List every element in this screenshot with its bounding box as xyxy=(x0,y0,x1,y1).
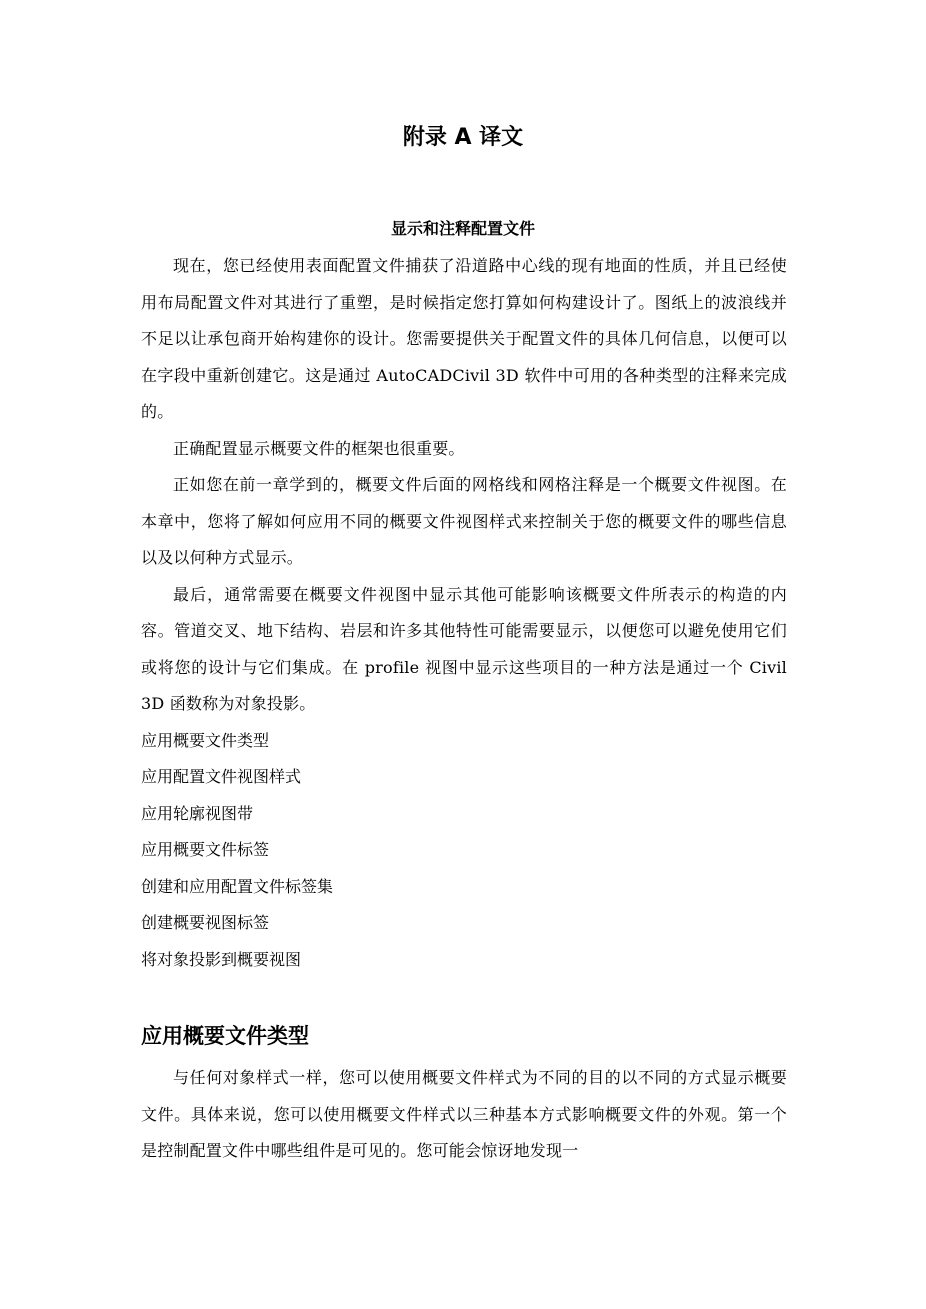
list-item: 应用配置文件视图样式 xyxy=(141,767,302,786)
list-item: 创建和应用配置文件标签集 xyxy=(141,876,334,896)
subsection-text xyxy=(141,1060,787,1170)
list-item: 将对象投影到概要视图 xyxy=(141,949,302,969)
body-text xyxy=(141,248,787,978)
paragraph: 与任何对象样式一样，您可以使用概要文件样式为不同的目的以不同的方式显示概要文件。具体来说，您可以使用概要文件样式以三种基本方式影响概要文件的外观。第一个是控制配置文件中哪些组件是可见的。您可能会惊讶地发现一 xyxy=(141,1068,787,1160)
list-item: 创建概要视图标签 xyxy=(141,913,270,932)
page-title: 附录 A 译文 xyxy=(402,125,524,150)
paragraph: 最后，通常需要在概要文件视图中显示其他可能影响该概要文件所表示的构造的内容。管道交叉、地下结构、岩层和许多其他特性可能需要显示，以便您可以避免使用它们或将您的设计与它们集成。在 profile 视图中显示这些项目的一种方法是通过一个 Civil 3D 函数称为对象投影。 xyxy=(141,584,787,713)
list-item: 应用概要文件类型 xyxy=(141,730,270,750)
paragraph: 现在，您已经使用表面配置文件捕获了沿道路中心线的现有地面的性质，并且已经使用布局配置文件对其进行了重塑，是时候指定您打算如何构建设计了。图纸上的波浪线并不足以让承包商开始构建你的设计。您需要提供关于配置文件的具体几何信息，以便可以在字段中重新创建它。这是通过 AutoCADCivil 3D 软件中可用的各种类型的注释来完成的。 xyxy=(141,256,787,421)
paragraph: 正如您在前一章学到的，概要文件后面的网格线和网格注释是一个概要文件视图。在本章中，您将了解如何应用不同的概要文件视图样式来控制关于您的概要文件的哪些信息以及以何种方式显示。 xyxy=(141,475,787,567)
section-title: 显示和注释配置文件 xyxy=(390,219,535,238)
list-item: 应用轮廓视图带 xyxy=(141,803,254,823)
list-item: 应用概要文件标签 xyxy=(141,840,270,859)
paragraph: 正确配置显示概要文件的框架也很重要。 xyxy=(173,438,465,458)
subheading: 应用概要文件类型 xyxy=(141,1024,309,1048)
